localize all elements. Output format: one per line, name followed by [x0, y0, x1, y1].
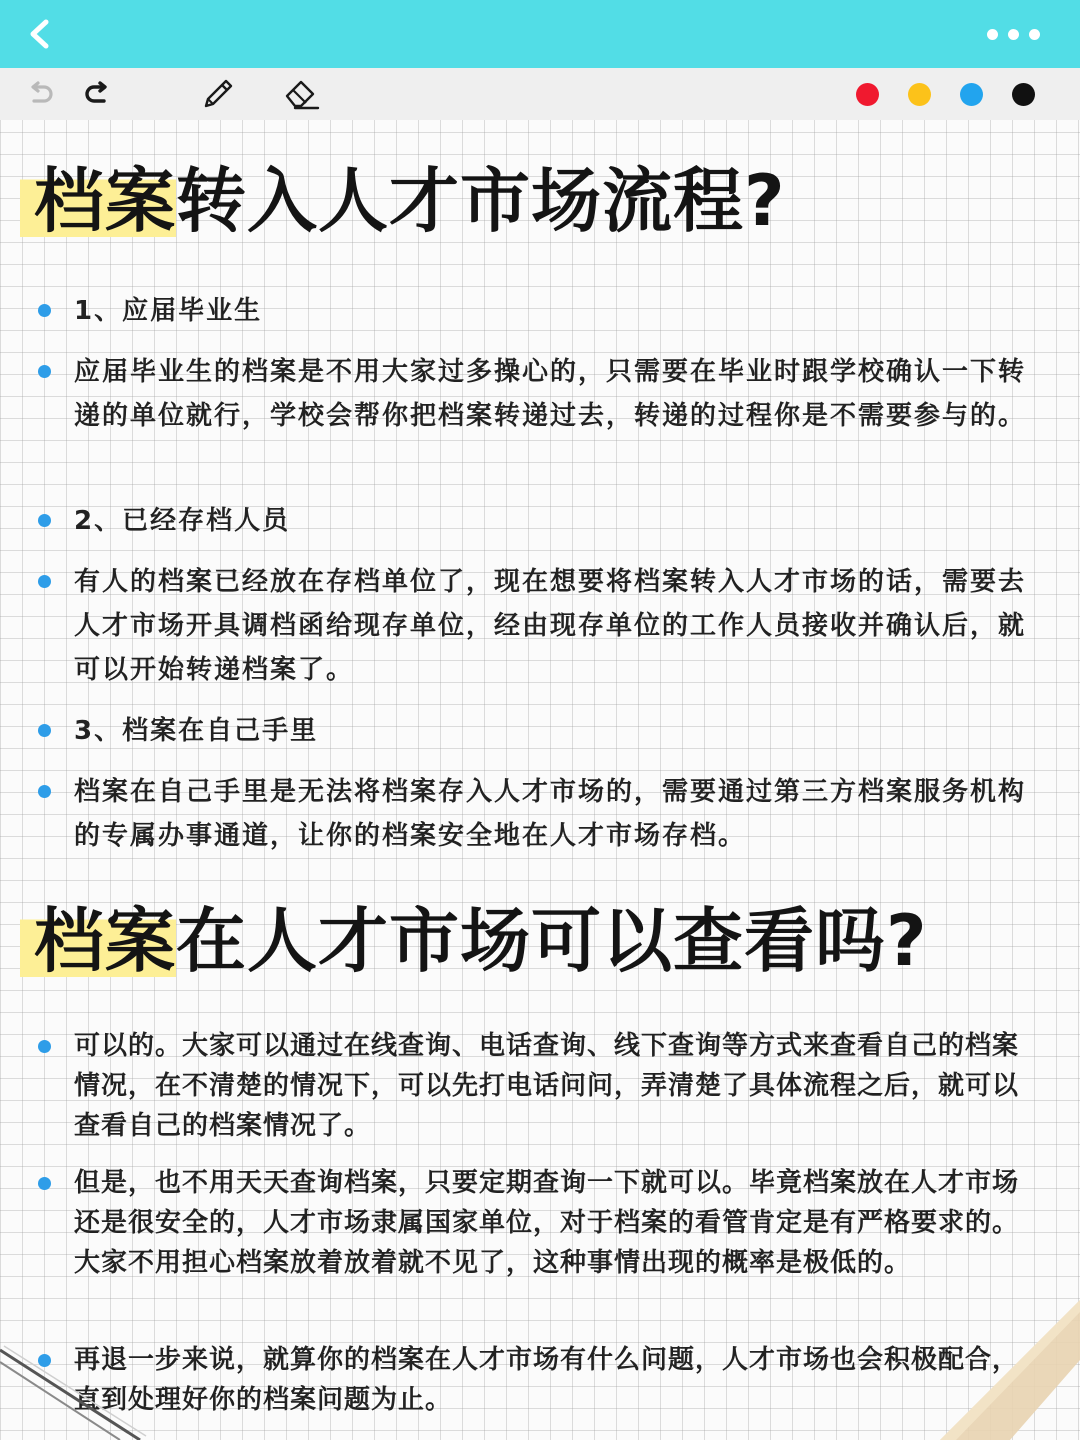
bullet-dot [38, 304, 51, 317]
section1-heading-rest: 转入人才市场流程? [176, 160, 786, 242]
list-item [74, 712, 1040, 750]
redo-icon [83, 80, 113, 108]
bullet-dot [38, 365, 51, 378]
redo-button[interactable] [78, 76, 118, 112]
more-dot [987, 29, 998, 40]
bullet-dot [38, 514, 51, 527]
eraser-icon [282, 76, 322, 112]
undo-button[interactable] [20, 76, 60, 112]
bullet-dot [38, 1040, 51, 1053]
list-item-text: 3、档案在自己手里 [74, 716, 319, 746]
pencil-tool-button[interactable] [198, 76, 238, 112]
drawing-toolbar [0, 68, 1080, 120]
more-options-button[interactable] [987, 20, 1040, 48]
list-item-text: 1、应届毕业生 [74, 296, 263, 326]
color-swatch-yellow[interactable] [908, 83, 931, 106]
section1-heading [34, 156, 786, 246]
eraser-tool-button[interactable] [282, 76, 322, 112]
undo-icon [25, 80, 55, 108]
pen-decoration [0, 1330, 160, 1440]
list-item [74, 1026, 1040, 1146]
section2-heading-highlight: 档案 [20, 900, 176, 982]
bullet-dot [38, 575, 51, 588]
color-swatch-black[interactable] [1012, 83, 1035, 106]
list-item-text: 再退一步来说，就算你的档案在人才市场有什么问题，人才市场也会积极配合，直到处理好你的档案问题为止。 [74, 1345, 1020, 1415]
back-button[interactable] [20, 14, 60, 54]
list-item [74, 502, 1040, 540]
list-item-text: 档案在自己手里是无法将档案存入人才市场的，需要通过第三方档案服务机构的专属办事通道，让你的档案安全地在人才市场存档。 [74, 777, 1027, 851]
bullet-dot [38, 1177, 51, 1190]
list-item [74, 1163, 1040, 1283]
tape-decoration [900, 1290, 1080, 1440]
more-dot [1008, 29, 1019, 40]
bullet-dot [38, 724, 51, 737]
section2-heading [34, 896, 928, 986]
list-item [74, 1340, 1040, 1420]
top-nav-bar [0, 0, 1080, 68]
list-item-text: 应届毕业生的档案是不用大家过多操心的，只需要在毕业时跟学校确认一下转递的单位就行，学校会帮你把档案转递过去，转递的过程你是不需要参与的。 [74, 357, 1027, 431]
list-item-text: 有人的档案已经放在存档单位了，现在想要将档案转入人才市场的话，需要去人才市场开具调档函给现存单位，经由现存单位的工作人员接收并确认后，就可以开始转递档案了。 [74, 567, 1027, 685]
bullet-dot [38, 785, 51, 798]
color-swatch-red[interactable] [856, 83, 879, 106]
list-item [74, 560, 1040, 692]
chevron-left-icon [25, 19, 55, 49]
pencil-icon [200, 76, 236, 112]
section2-heading-rest: 在人才市场可以查看吗? [176, 900, 928, 982]
list-item [74, 350, 1040, 438]
more-dot [1029, 29, 1040, 40]
list-item [74, 770, 1040, 858]
list-item-text: 2、已经存档人员 [74, 506, 291, 536]
section1-heading-highlight: 档案 [20, 160, 176, 242]
list-item-text: 但是，也不用天天查询档案，只要定期查询一下就可以。毕竟档案放在人才市场还是很安全的，人才市场隶属国家单位，对于档案的看管肯定是有严格要求的。大家不用担心档案放着放着就不见了，这种事情出现的概率是极低的。 [74, 1168, 1020, 1278]
list-item [74, 292, 1040, 330]
list-item-text: 可以的。大家可以通过在线查询、电话查询、线下查询等方式来查看自己的档案情况，在不清楚的情况下，可以先打电话问问，弄清楚了具体流程之后，就可以查看自己的档案情况了。 [74, 1031, 1020, 1141]
color-swatch-blue[interactable] [960, 83, 983, 106]
